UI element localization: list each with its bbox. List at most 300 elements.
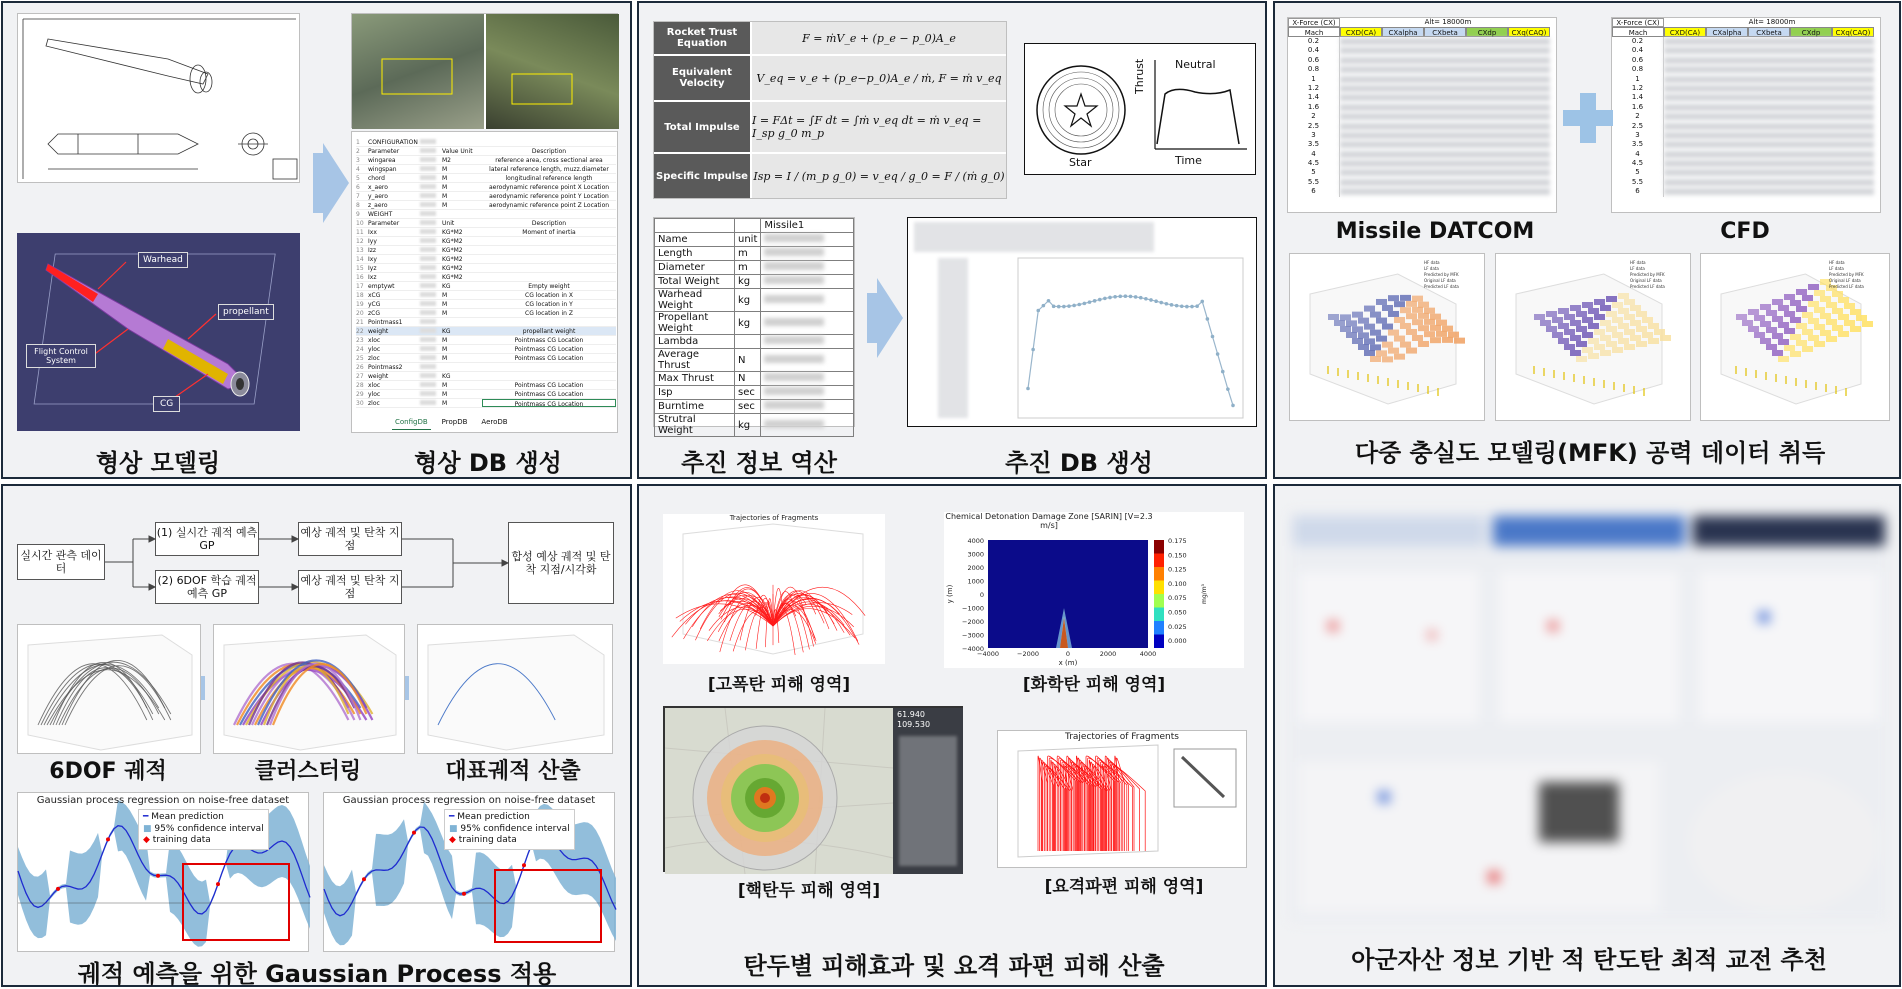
surface-cell [1346, 320, 1357, 326]
flow-connectors [3, 486, 634, 626]
colorbar-tick: 0.075 [1168, 594, 1187, 603]
flow-input: 실시간 관측 데이터 [17, 544, 105, 580]
legend-entry: HF data [1829, 260, 1845, 265]
surface-cell [1754, 332, 1765, 338]
surface-cell [1618, 293, 1629, 299]
surface-cell [1334, 320, 1345, 326]
surface-cell [1766, 344, 1777, 350]
panel-damage [637, 484, 1267, 987]
aero-row: 0.4 [1288, 46, 1556, 55]
aero-row: 6 [1612, 187, 1880, 196]
trajectory-3d-plot [18, 625, 202, 755]
panel-shape-modeling [1, 1, 632, 479]
plus-icon-vertical [1580, 93, 1596, 143]
surface-cell [1772, 350, 1783, 356]
surface-cell [1418, 341, 1429, 347]
sheet-tab[interactable]: AeroDB [481, 418, 508, 426]
colorbar-cell [1154, 540, 1164, 554]
surface-cell [1570, 305, 1581, 311]
label-he: [고폭탄 피해 영역] [707, 675, 851, 695]
thrust-point [1042, 304, 1046, 308]
trajectory-3d-plot [418, 625, 614, 755]
sheet-row: 7 y_aero M aerodynamic reference point Y Location [356, 192, 616, 201]
surface-cell [1600, 335, 1611, 341]
sheet-tab[interactable]: PropDB [441, 418, 468, 426]
surface-cell [1624, 344, 1635, 350]
surface-cell [1364, 306, 1375, 312]
surface-cell [1546, 311, 1557, 317]
surface-cell [1630, 335, 1641, 341]
surface-cell [1382, 305, 1393, 311]
colorbar-cell [1154, 608, 1164, 622]
chem-ytick: 3000 [967, 550, 984, 559]
surface-cell [1588, 323, 1599, 329]
chem-xtick: 0 [1065, 650, 1071, 658]
surface-cell [1790, 334, 1801, 340]
thrust-point [1103, 297, 1107, 301]
surface-cell [1412, 296, 1423, 302]
colorbar-cell [1154, 554, 1164, 568]
thrust-point [1159, 301, 1163, 305]
aero-row: 1.6 [1612, 103, 1880, 112]
surface-cell [1600, 305, 1611, 311]
fragment-trajectory [680, 601, 773, 626]
chem-ytick: −4000 [962, 645, 984, 653]
intercept-title: Trajectories of Fragments [1065, 732, 1179, 742]
alt-title: Alt= 18000m [1424, 18, 1472, 26]
panel-recommend [1273, 484, 1901, 987]
xforce-label: X-Force (CX) [1612, 18, 1664, 27]
table-row: Warhead Weight kg [655, 289, 854, 312]
surface-cell [1796, 340, 1807, 346]
he-fragment-3d [663, 514, 885, 664]
mfk-plot-2 [1495, 253, 1691, 421]
surface-cell [1790, 351, 1801, 357]
flow-output: 합성 예상 궤적 및 탄착 지점/시각화 [508, 522, 614, 604]
flow-gp1: (1) 실시간 궤적 예측 GP [155, 522, 259, 556]
table-row: Burntime sec [655, 400, 854, 414]
surface-cell [1400, 295, 1411, 301]
label-flight-control: Flight Control System [26, 344, 96, 368]
flow-arrow-shaft [405, 676, 409, 700]
sheet-row: 9 WEIGHT [356, 210, 616, 219]
aero-row: 0.8 [1288, 65, 1556, 74]
colorbar-cell [1154, 581, 1164, 595]
surface-cell [1850, 309, 1861, 315]
mfk-legend [1829, 260, 1864, 289]
surface-cell [1340, 326, 1351, 332]
surface-cell [1394, 301, 1405, 307]
sheet-row: 24 yloc M Pointmass CG Location [356, 345, 616, 354]
table-row: Length m [655, 247, 854, 261]
flow-arrow-shaft [201, 676, 205, 700]
thrust-point [1200, 300, 1204, 304]
surface-cell [1364, 350, 1375, 356]
surface-cell [1760, 321, 1771, 327]
surface-cell [1370, 312, 1381, 318]
legend-entry: LF data [1630, 266, 1645, 271]
surface-cell [1352, 326, 1363, 332]
surface-cell [1772, 316, 1783, 322]
surface-cell [1418, 325, 1429, 331]
surface-cell [1814, 290, 1825, 296]
surface-cell [1612, 332, 1623, 338]
surface-cell [1832, 325, 1843, 331]
intercept-fragment-plot [997, 730, 1247, 868]
aero-row: 6 [1288, 187, 1556, 196]
thrust-curve-line [1028, 296, 1233, 405]
aero-row: 1.4 [1288, 93, 1556, 102]
gp-plot-left [17, 792, 309, 952]
surface-cell [1424, 308, 1435, 314]
sheet-row: 13 Izz KG*M2 [356, 246, 616, 255]
surface-cell [1576, 326, 1587, 332]
surface-cell [1552, 317, 1563, 323]
step-representative: 대표궤적 산출 [445, 759, 581, 784]
gp-training-point [106, 837, 110, 841]
surface-cell [1406, 313, 1417, 319]
surface-cell [1814, 341, 1825, 347]
chem-ylabel: y (m) [946, 584, 954, 604]
legend-entry: Predicted by MFK [1829, 272, 1864, 277]
table-row: Max Thrust N [655, 372, 854, 386]
surface-cell [1808, 284, 1819, 290]
surface-cell [1370, 330, 1381, 336]
sheet-row: 18 xCG M CG location in X [356, 291, 616, 300]
surface-cell [1412, 319, 1423, 325]
chem-ytick: 4000 [967, 537, 984, 545]
aero-column-header: CXq(CAQ) [1832, 27, 1874, 37]
missile-drawing-icon [18, 14, 301, 184]
chem-xtick: −2000 [1017, 650, 1039, 658]
equation-row [654, 102, 1006, 152]
surface-cell [1612, 347, 1623, 353]
sheet-row: 21 Pointmass1 [356, 318, 616, 327]
surface-cell [1394, 336, 1405, 342]
gp-plot-right [323, 792, 615, 952]
surface-cell [1406, 329, 1417, 335]
surface-cell [1588, 353, 1599, 359]
surface-cell [1570, 320, 1581, 326]
surface-cell [1576, 311, 1587, 317]
surface-cell [1358, 344, 1369, 350]
aero-row: 1 [1612, 75, 1880, 84]
colorbar-tick: 0.100 [1168, 579, 1187, 588]
colorbar-cell [1154, 621, 1164, 635]
label-propellant: propellant [218, 304, 274, 320]
aero-row: 0.6 [1288, 56, 1556, 65]
nuke-map [663, 706, 963, 872]
label-intercept: [요격파편 피해 영역] [1044, 877, 1204, 897]
surface-cell [1820, 296, 1831, 302]
table-row: Lambda [655, 335, 854, 349]
surface-cell [1606, 326, 1617, 332]
surface-cell [1772, 333, 1783, 339]
surface-cell [1382, 324, 1393, 330]
chem-damage-chart [944, 512, 1244, 668]
thrust-point [1134, 295, 1138, 299]
surface-cell [1370, 344, 1381, 350]
surface-cell [1808, 301, 1819, 307]
cfd-table [1611, 17, 1881, 213]
sheet-row: 29 yloc M Pointmass CG Location [356, 390, 616, 399]
config-spreadsheet [351, 131, 618, 433]
surface-cell [1448, 332, 1459, 338]
surface-cell [1376, 336, 1387, 342]
equation-formula: Isp = I / (m_p g_0) = v_eq / g_0 = F / (ṁ g_0) [752, 154, 1006, 198]
gp-legend-right: ━ Mean prediction ■ 95% confidence interval ◆ training data [444, 809, 575, 850]
surface-cell [1624, 314, 1635, 320]
thrust-point [1062, 305, 1066, 309]
surface-cell [1844, 303, 1855, 309]
surface-cell [1400, 342, 1411, 348]
aero-row: 0.8 [1612, 65, 1880, 74]
surface-cell [1582, 347, 1593, 353]
surface-cell [1540, 320, 1551, 326]
he-fragment-plot [663, 514, 885, 664]
step-6dof: 6DOF 궤적 [49, 759, 167, 784]
surface-cell [1546, 326, 1557, 332]
legend-entry: LF data [1424, 266, 1439, 271]
chem-xlabel: x (m) [1058, 659, 1078, 667]
aero-row: 3 [1612, 131, 1880, 140]
legend-entry: Predicted LF data [1829, 284, 1864, 289]
missile-param-table [653, 217, 855, 436]
aero-column-header: Mach [1612, 27, 1664, 37]
surface-cell [1600, 350, 1611, 356]
chem-ytick: −2000 [962, 618, 984, 626]
sheet-row: 23 xloc M Pointmass CG Location [356, 336, 616, 345]
surface-cell [1388, 295, 1399, 301]
flow-arrow-shaft [313, 153, 323, 213]
sheet-row: 25 zloc M Pointmass CG Location [356, 354, 616, 363]
sheet-row: 15 Iyz KG*M2 [356, 264, 616, 273]
panel-trajectory [1, 484, 632, 987]
surface-cell [1594, 299, 1605, 305]
legend-entry: HF data [1630, 260, 1646, 265]
surface-cell [1796, 323, 1807, 329]
table-row: Name unit [655, 233, 854, 247]
surface-cell [1364, 324, 1375, 330]
surface-cell [1832, 291, 1843, 297]
thrust-point [1139, 296, 1143, 300]
blurred-screenshot [1289, 512, 1889, 922]
mfk-plot-3 [1700, 253, 1890, 421]
surface-cell [1778, 339, 1789, 345]
gp-training-point [56, 887, 60, 891]
sheet-row: 10 Parameter Unit Description [356, 219, 616, 228]
surface-cell [1588, 308, 1599, 314]
mfk-surface-plot [1496, 254, 1692, 422]
surface-cell [1838, 314, 1849, 320]
thrust-point [1211, 335, 1215, 339]
thrust-point [1221, 370, 1225, 374]
chem-damage-plot [944, 512, 1244, 668]
sheet-row: 19 yCG M CG location in Y [356, 300, 616, 309]
table-header: Missile1 [655, 219, 854, 233]
thrust-point [1031, 348, 1035, 352]
chem-title: Chemical Detonation Damage Zone [SARIN] [V=2.3 m/s] [945, 512, 1153, 530]
surface-cell [1814, 324, 1825, 330]
label-cfd: CFD [1720, 219, 1770, 244]
surface-cell [1576, 356, 1587, 362]
thrust-point [1036, 309, 1040, 313]
surface-cell [1570, 350, 1581, 356]
label-datcom: Missile DATCOM [1335, 219, 1535, 244]
surface-cell [1594, 329, 1605, 335]
colorbar-tick: 0.125 [1168, 565, 1187, 574]
gp-training-point [462, 892, 466, 896]
chem-ytick: −3000 [962, 631, 984, 640]
sheet-row: 22 weight KG propellant weight [356, 327, 616, 336]
thrust-point [1083, 302, 1087, 306]
sheet-row: 17 emptywt KG Empty weight [356, 282, 616, 291]
aero-row: 5.5 [1612, 178, 1880, 187]
traj-representative-plot [417, 624, 613, 754]
thrust-point [1057, 305, 1061, 309]
surface-cell [1606, 296, 1617, 302]
aero-row: 3 [1288, 131, 1556, 140]
caption-aero: 다중 충실도 모델링(MFK) 공력 데이터 취득 [1354, 439, 1826, 467]
sheet-row: 1 CONFIGURATION [356, 138, 616, 147]
surface-cell [1394, 317, 1405, 323]
surface-cell [1760, 304, 1771, 310]
equation-label: Total Impulse [654, 102, 750, 152]
aero-column-header: CXalpha [1706, 27, 1748, 37]
grain-thrust-label: Thrust [1133, 58, 1146, 94]
table-row: Strutral Weight kg [655, 414, 854, 437]
surface-cell [1558, 323, 1569, 329]
aero-row: 5.5 [1288, 178, 1556, 187]
surface-cell [1382, 356, 1393, 362]
chem-ytick: 1000 [967, 577, 984, 586]
surface-cell [1766, 327, 1777, 333]
grain-star-label: Star [1069, 156, 1092, 169]
chem-ytick: 0 [979, 591, 984, 599]
grain-diagram [1024, 43, 1256, 175]
sheet-row: 20 zCG M CG location in Z [356, 309, 616, 318]
surface-cell [1570, 335, 1581, 341]
table-row: Isp sec [655, 386, 854, 400]
equation-row [654, 154, 1006, 198]
map-rings-icon [665, 708, 893, 874]
surface-cell [1654, 329, 1665, 335]
flow-pred1: 예상 궤적 및 탄착 지점 [298, 522, 402, 556]
chem-ytick: −1000 [962, 604, 984, 613]
surface-cell [1820, 330, 1831, 336]
caption-recommend: 아군자산 정보 기반 적 탄도탄 최적 교전 추천 [1351, 946, 1827, 974]
legend-entry: Original LF data [1630, 278, 1662, 283]
thrust-point [1206, 317, 1210, 321]
surface-cell [1760, 338, 1771, 344]
colorbar-tick: 0.175 [1168, 537, 1187, 545]
aero-row: 1 [1288, 75, 1556, 84]
surface-cell [1624, 329, 1635, 335]
surface-cell [1636, 341, 1647, 347]
legend-entry: Predicted by MFK [1630, 272, 1665, 277]
equations-table [653, 21, 1007, 199]
surface-cell [1558, 338, 1569, 344]
cad-drawing [17, 13, 300, 183]
aero-column-header: CXbeta [1424, 27, 1466, 37]
surface-cell [1778, 356, 1789, 362]
equation-row [654, 56, 1006, 100]
surface-cell [1826, 336, 1837, 342]
surface-cell [1796, 289, 1807, 295]
surface-cell [1790, 317, 1801, 323]
mfk-plot-1 [1289, 253, 1485, 421]
surface-cell [1826, 319, 1837, 325]
surface-cell [1802, 295, 1813, 301]
surface-cell [1558, 308, 1569, 314]
aero-row: 4.5 [1288, 159, 1556, 168]
caption-trajectory: 궤적 예측을 위한 Gaussian Process 적용 [77, 960, 557, 988]
thrust-point [1088, 300, 1092, 304]
aero-column-header: CXq(CAQ) [1508, 27, 1550, 37]
caption-shape-db: 형상 DB 생성 [414, 449, 562, 477]
equation-label: Equivalent Velocity [654, 56, 750, 100]
surface-cell [1418, 302, 1429, 308]
thrust-point [1098, 298, 1102, 302]
surface-cell [1576, 341, 1587, 347]
thrust-point [1052, 305, 1056, 309]
surface-cell [1430, 325, 1441, 331]
surface-cell [1424, 331, 1435, 337]
panel-aero [1273, 1, 1901, 479]
colorbar-cell [1154, 567, 1164, 581]
aero-row: 5 [1288, 168, 1556, 177]
surface-cell [1370, 356, 1381, 362]
aero-row: 2 [1612, 112, 1880, 121]
caption-shape-modeling: 형상 모델링 [95, 449, 221, 477]
surface-cell [1796, 306, 1807, 312]
thrust-point [1108, 296, 1112, 300]
thrust-point [1170, 303, 1174, 307]
thrust-point [1113, 295, 1117, 299]
surface-cell [1766, 310, 1777, 316]
legend-entry: Predicted by MFK [1424, 272, 1459, 277]
colorbar-tick: 0.150 [1168, 551, 1187, 560]
sheet-row: 3 wingarea M2 reference area, cross sectional area [356, 156, 616, 165]
thrust-point [1072, 304, 1076, 308]
surface-cell [1406, 301, 1417, 307]
flow-gp2: (2) 6DOF 학습 궤적 예측 GP [155, 570, 259, 604]
colorbar-tick: 0.000 [1168, 637, 1187, 646]
surface-cell [1832, 308, 1843, 314]
surface-cell [1838, 331, 1849, 337]
caption-damage: 탄두별 피해효과 및 요격 파편 피해 산출 [743, 952, 1165, 980]
surface-cell [1588, 338, 1599, 344]
colorbar-tick: 0.025 [1168, 622, 1187, 631]
aero-column-header: CXbeta [1748, 27, 1790, 37]
thrust-point [1118, 295, 1122, 299]
surface-cell [1382, 342, 1393, 348]
surface-cell [1850, 326, 1861, 332]
aero-column-header: CXD(CA) [1340, 27, 1382, 37]
gp-training-point [412, 831, 416, 835]
aero-row: 3.5 [1288, 140, 1556, 149]
surface-cell [1814, 307, 1825, 313]
sheet-row: 8 z_aero M aerodynamic reference point Z Location [356, 201, 616, 210]
caption-propulsion-db: 추진 DB 생성 [1005, 449, 1153, 477]
nuke-coord-2: 109.530 [897, 720, 931, 729]
surface-cell [1406, 348, 1417, 354]
surface-cell [1624, 299, 1635, 305]
surface-cell [1648, 323, 1659, 329]
sheet-tab[interactable]: ConfigDB [392, 418, 431, 430]
sheet-row: 27 weight KG [356, 372, 616, 381]
legend-entry: HF data [1424, 260, 1440, 265]
